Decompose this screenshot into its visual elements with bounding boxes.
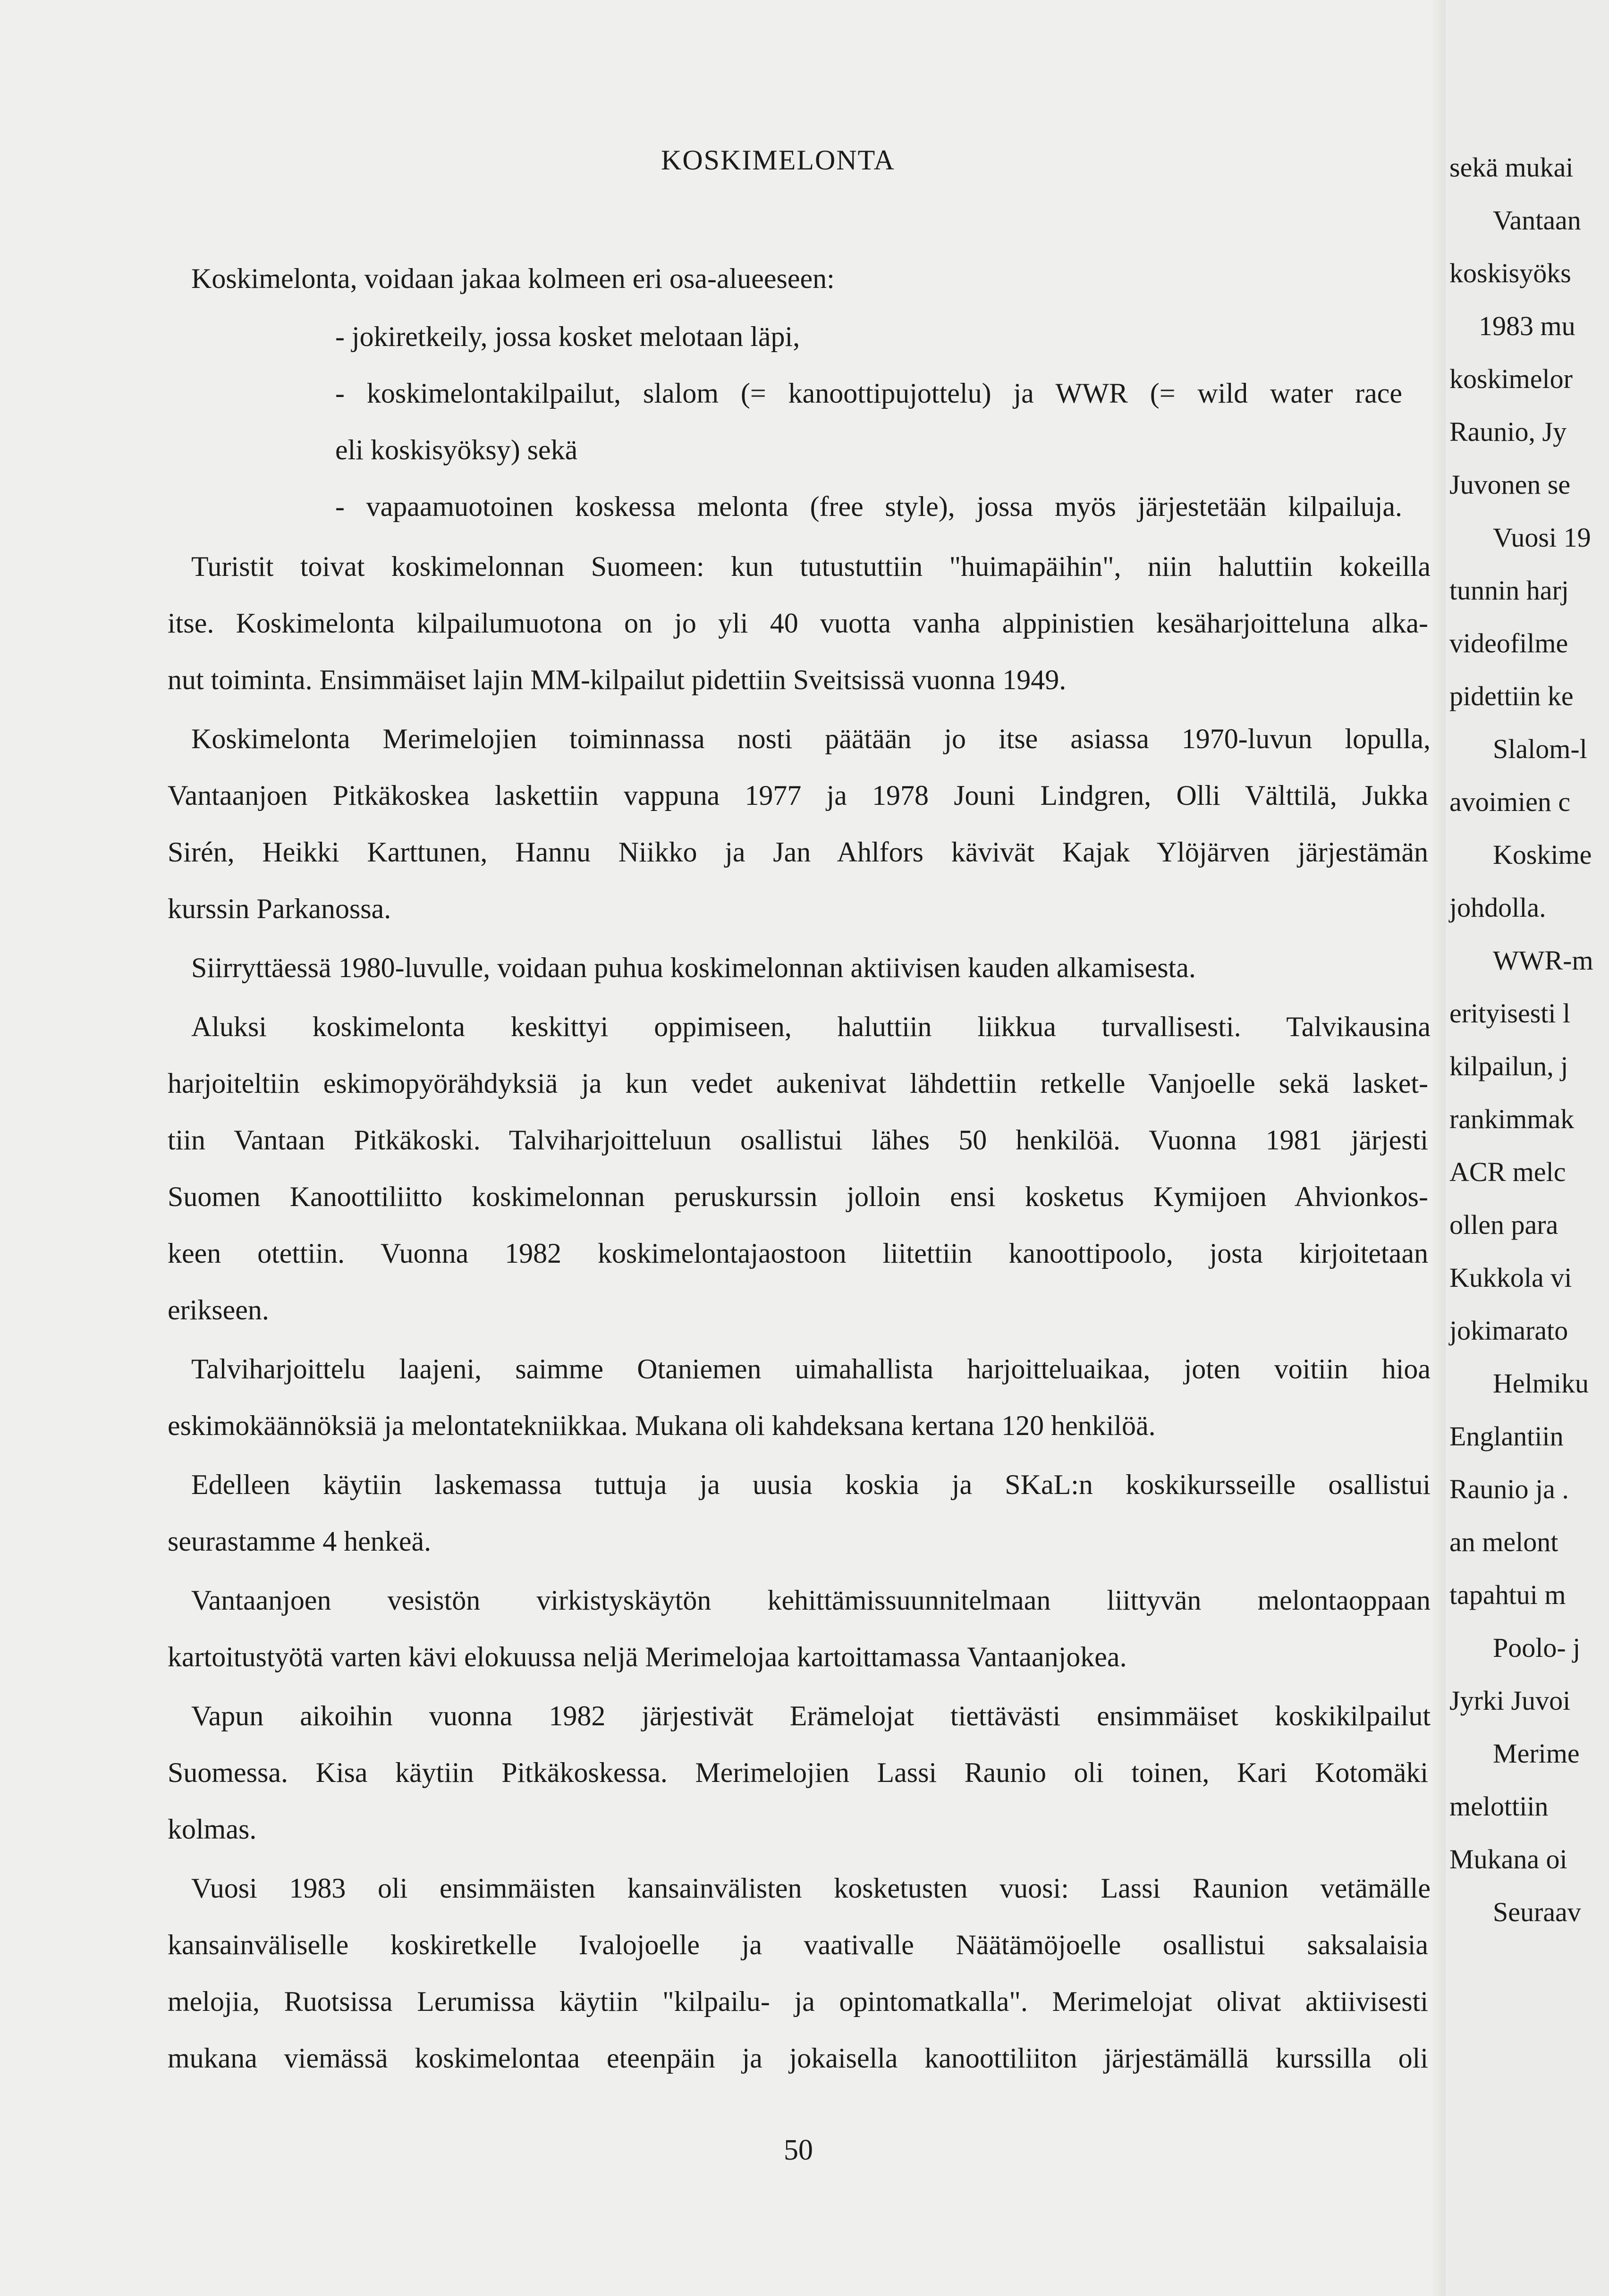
text-line: seurastamme 4 henkeä. xyxy=(168,1526,432,1557)
facing-text-line: rankimmak xyxy=(1449,1104,1575,1134)
text-line: Talviharjoittelu laajeni, saimme Otaniemen uimahallista harjoitteluaikaa, joten voitiin hioa xyxy=(191,1353,1431,1384)
facing-text-line: Helmiku xyxy=(1493,1368,1589,1399)
text-line: mukana viemässä koskimelontaa eteenpäin ja jokaisella kanoottiliiton järjestämällä kurssilla oli xyxy=(168,2043,1428,2074)
text-line: kansainväliselle koskiretkelle Ivalojoelle ja vaativalle Näätämöjoelle osallistui saksalaisia xyxy=(168,1929,1428,1960)
text-line: Sirén, Heikki Karttunen, Hannu Niikko ja Jan Ahlfors kävivät Kajak Ylöjärven järjestämän xyxy=(168,836,1428,868)
facing-text-line: 1983 mu xyxy=(1479,311,1575,341)
facing-text-line: Jyrki Juvoi xyxy=(1449,1685,1571,1716)
text-line: - koskimelontakilpailut, slalom (= kanoottipujottelu) ja WWR (= wild water race xyxy=(335,378,1402,409)
text-line: eli koskisyöksy) sekä xyxy=(335,434,578,465)
text-line: itse. Koskimelonta kilpailumuotona on jo yli 40 vuotta vanha alppinistien kesäharjoitteluna alka- xyxy=(168,608,1428,639)
text-line: Edelleen käytiin laskemassa tuttuja ja uusia koskia ja SKaL:n koskikursseille osallistui xyxy=(191,1469,1431,1500)
facing-text-line: Merime xyxy=(1493,1738,1580,1769)
facing-text-line: tunnin harj xyxy=(1449,575,1569,606)
text-line: Suomen Kanoottiliitto koskimelonnan peruskurssin jolloin ensi kosketus Kymijoen Ahvionkos- xyxy=(168,1181,1428,1212)
facing-text-line: jokimarato xyxy=(1449,1315,1568,1346)
page-number: 50 xyxy=(784,2134,813,2166)
facing-text-line: Vuosi 19 xyxy=(1493,522,1591,553)
text-line: Vantaanjoen vesistön virkistyskäytön kehittämissuunnitelmaan liittyvän melontaoppaan xyxy=(191,1585,1431,1616)
text-line: - jokiretkeily, jossa kosket melotaan läpi, xyxy=(335,321,800,352)
facing-text-line: videofilme xyxy=(1449,628,1568,658)
facing-text-line: Raunio ja . xyxy=(1449,1474,1569,1504)
facing-text-line: ollen para xyxy=(1449,1209,1558,1240)
facing-page xyxy=(1446,0,1609,2296)
facing-text-line: sekä mukai xyxy=(1449,152,1574,183)
text-line: melojia, Ruotsissa Lerumissa käytiin "kilpailu- ja opintomatkalla". Merimelojat olivat aktiivisesti xyxy=(168,1986,1428,2017)
facing-text-line: an melont xyxy=(1449,1527,1558,1557)
text-line: Suomessa. Kisa käytiin Pitkäkoskessa. Merimelojien Lassi Raunio oli toinen, Kari Kotomäki xyxy=(168,1757,1428,1788)
facing-text-line: tapahtui m xyxy=(1449,1579,1566,1610)
facing-text-line: Mukana oi xyxy=(1449,1844,1567,1874)
facing-text-line: WWR-m xyxy=(1493,945,1593,976)
facing-text-line: Raunio, Jy xyxy=(1449,416,1567,447)
text-line: kurssin Parkanossa. xyxy=(168,893,391,924)
text-line: harjoiteltiin eskimopyörähdyksiä ja kun vedet aukenivat lähdettiin retkelle Vanjoelle sekä lasket- xyxy=(168,1068,1428,1099)
facing-text-line: johdolla. xyxy=(1449,892,1546,923)
text-line: Aluksi koskimelonta keskittyi oppimiseen, haluttiin liikkua turvallisesti. Talvikausina xyxy=(191,1011,1431,1042)
text-line: Siirryttäessä 1980-luvulle, voidaan puhua koskimelonnan aktiivisen kauden alkamisesta. xyxy=(191,952,1196,983)
text-line: tiin Vantaan Pitkäkoski. Talviharjoitteluun osallistui lähes 50 henkilöä. Vuonna 1981 järjesti xyxy=(168,1124,1428,1156)
facing-text-line: melottiin xyxy=(1449,1791,1549,1822)
text-line: kolmas. xyxy=(168,1814,257,1845)
text-line: - vapaamuotoinen koskessa melonta (free style), jossa myös järjestetään kilpailuja. xyxy=(335,491,1402,522)
text-line: kartoitustyötä varten kävi elokuussa neljä Merimelojaa kartoittamassa Vantaanjokea. xyxy=(168,1641,1127,1672)
text-line: Turistit toivat koskimelonnan Suomeen: kun tutustuttiin "huimapäihin", niin haluttiin kokeilla xyxy=(191,551,1431,582)
text-line: nut toiminta. Ensimmäiset lajin MM-kilpailut pidettiin Sveitsissä vuonna 1949. xyxy=(168,664,1067,695)
facing-text-line: ACR melc xyxy=(1449,1156,1566,1187)
page-title: KOSKIMELONTA xyxy=(661,144,895,176)
text-line: Koskimelonta, voidaan jakaa kolmeen eri osa-alueeseen: xyxy=(191,263,835,294)
text-line: Vantaanjoen Pitkäkoskea laskettiin vappuna 1977 ja 1978 Jouni Lindgren, Olli Välttilä, Jukka xyxy=(168,780,1428,811)
text-line: Koskimelonta Merimelojien toiminnassa nosti päätään jo itse asiassa 1970-luvun lopulla, xyxy=(191,723,1431,754)
facing-text-line: Slalom-l xyxy=(1493,734,1587,764)
facing-text-line: Kukkola vi xyxy=(1449,1262,1572,1293)
facing-text-line: Koskime xyxy=(1493,839,1592,870)
facing-text-line: koskisyöks xyxy=(1449,258,1571,288)
text-line: eskimokäännöksiä ja melontatekniikkaa. Mukana oli kahdeksana kertana 120 henkilöä. xyxy=(168,1410,1156,1441)
facing-text-line: Poolo- j xyxy=(1493,1632,1581,1663)
facing-text-line: kilpailun, j xyxy=(1449,1051,1568,1081)
text-line: erikseen. xyxy=(168,1294,269,1325)
facing-text-line: pidettiin ke xyxy=(1449,681,1574,711)
facing-text-line: koskimelor xyxy=(1449,363,1573,394)
facing-text-line: Vantaan xyxy=(1493,205,1581,236)
facing-text-line: Seuraav xyxy=(1493,1897,1581,1927)
facing-text-line: erityisesti l xyxy=(1449,998,1571,1029)
text-line: Vapun aikoihin vuonna 1982 järjestivät Erämelojat tiettävästi ensimmäiset koskikilpailut xyxy=(191,1700,1431,1731)
text-line: keen otettiin. Vuonna 1982 koskimelontajaostoon liitettiin kanoottipoolo, josta kirjoitetaan xyxy=(168,1238,1428,1269)
facing-text-line: avoimien c xyxy=(1449,786,1571,817)
text-line: Vuosi 1983 oli ensimmäisten kansainvälisten kosketusten vuosi: Lassi Raunion vetämälle xyxy=(191,1873,1431,1904)
facing-text-line: Englantiin xyxy=(1449,1421,1564,1452)
facing-text-line: Juvonen se xyxy=(1449,469,1571,500)
